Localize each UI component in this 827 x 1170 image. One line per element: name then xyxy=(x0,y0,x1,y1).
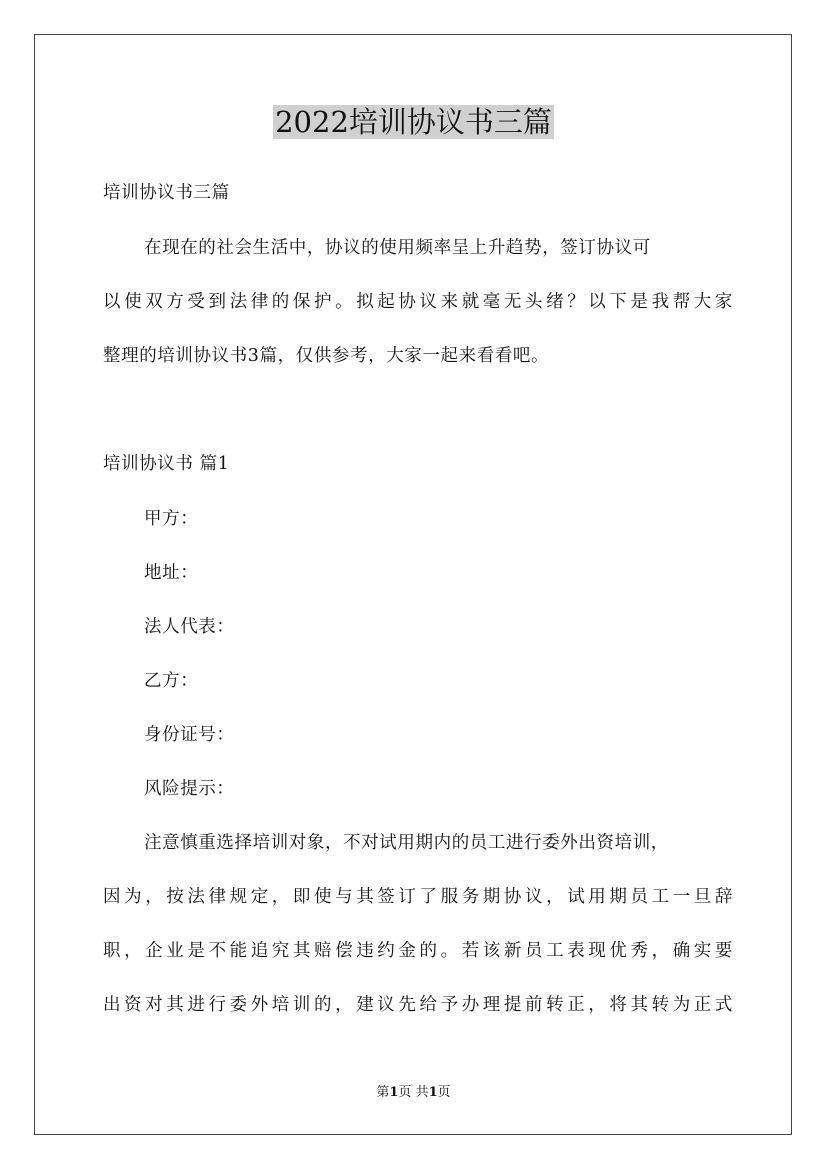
document-title xyxy=(0,100,827,144)
document-subtitle: 培训协议书三篇 xyxy=(103,183,230,203)
footer-total-pages: 1 xyxy=(428,1085,438,1100)
footer-middle: 页 共 xyxy=(398,1085,429,1100)
page-footer xyxy=(0,1084,827,1102)
field-address: 地址： xyxy=(144,563,199,583)
footer-suffix: 页 xyxy=(437,1085,451,1100)
risk-line-3: 职，企业是不能追究其赔偿违约金的。若该新员工表现优秀，确实要 xyxy=(103,941,733,961)
field-risk-notice: 风险提示： xyxy=(144,779,235,799)
field-legal-representative: 法人代表： xyxy=(144,617,235,637)
section-heading: 培训协议书 篇1 xyxy=(103,454,230,474)
intro-line-2: 以使双方受到法律的保护。拟起协议来就毫无头绪？以下是我帮大家 xyxy=(103,292,733,312)
risk-line-4: 出资对其进行委外培训的，建议先给予办理提前转正，将其转为正式 xyxy=(103,995,733,1015)
field-party-a: 甲方： xyxy=(144,509,199,529)
risk-line-2: 因为，按法律规定，即使与其签订了服务期协议，试用期员工一旦辞 xyxy=(103,887,733,907)
footer-prefix: 第 xyxy=(376,1085,390,1100)
risk-line-1: 注意慎重选择培训对象，不对试用期内的员工进行委外出资培训， xyxy=(144,833,669,853)
intro-line-3: 整理的培训协议书3篇，仅供参考，大家一起来看看吧。 xyxy=(103,346,550,366)
field-party-b: 乙方： xyxy=(144,671,199,691)
footer-current-page: 1 xyxy=(389,1085,399,1100)
intro-line-1: 在现在的社会生活中，协议的使用频率呈上升趋势，签订协议可 xyxy=(144,238,651,258)
field-id-number: 身份证号： xyxy=(144,725,235,745)
document-title-text: 2022培训协议书三篇 xyxy=(275,105,552,139)
